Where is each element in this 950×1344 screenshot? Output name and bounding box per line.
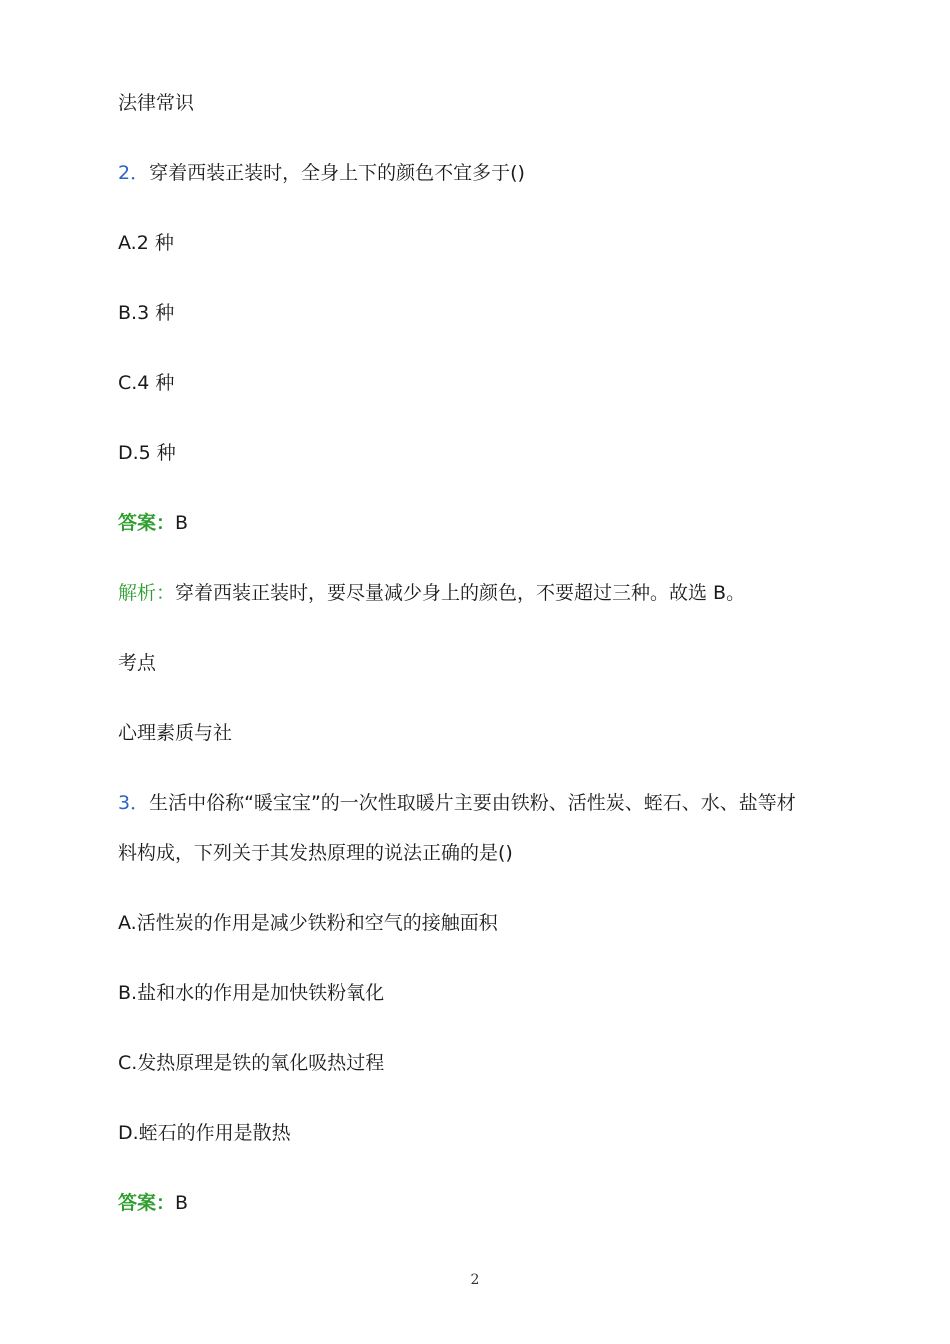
- option-a: A.2 种: [118, 232, 174, 254]
- answer-line: [118, 511, 188, 535]
- question-text: 穿着西装正装时，全身上下的颜色不宜多于(): [149, 162, 525, 184]
- option-c: C.发热原理是铁的氧化吸热过程: [118, 1052, 385, 1074]
- question-2-stem: [118, 161, 525, 185]
- answer-value: B: [175, 512, 189, 534]
- answer-label: 答案：: [118, 1192, 176, 1214]
- kaodian-heading: 考点: [118, 652, 157, 674]
- option-b: B.3 种: [118, 302, 175, 324]
- topic-text: 心理素质与社: [118, 722, 233, 744]
- page-number: 2: [470, 1272, 480, 1288]
- answer-label: 答案：: [118, 512, 176, 534]
- analysis-line: [118, 581, 745, 605]
- analysis-text: 穿着西装正装时，要尽量减少身上的颜色，不要超过三种。故选 B。: [175, 582, 746, 604]
- option-a: A.活性炭的作用是减少铁粉和空气的接触面积: [118, 912, 498, 934]
- option-d: D.5 种: [118, 442, 176, 464]
- question-text: 生活中俗称“暖宝宝”的一次性取暖片主要由铁粉、活性炭、蛭石、水、盐等材: [149, 792, 796, 814]
- topic-text: 法律常识: [118, 92, 195, 114]
- analysis-label: 解析：: [118, 582, 176, 604]
- answer-value: B: [175, 1192, 189, 1214]
- question-3-stem-continued: 料构成，下列关于其发热原理的说法正确的是(): [118, 842, 513, 864]
- answer-line: [118, 1191, 188, 1215]
- question-3-stem: [118, 791, 796, 815]
- option-c: C.4 种: [118, 372, 175, 394]
- option-d: D.蛭石的作用是散热: [118, 1122, 291, 1144]
- question-number: 3．: [118, 792, 150, 814]
- option-b: B.盐和水的作用是加快铁粉氧化: [118, 982, 385, 1004]
- question-number: 2．: [118, 162, 150, 184]
